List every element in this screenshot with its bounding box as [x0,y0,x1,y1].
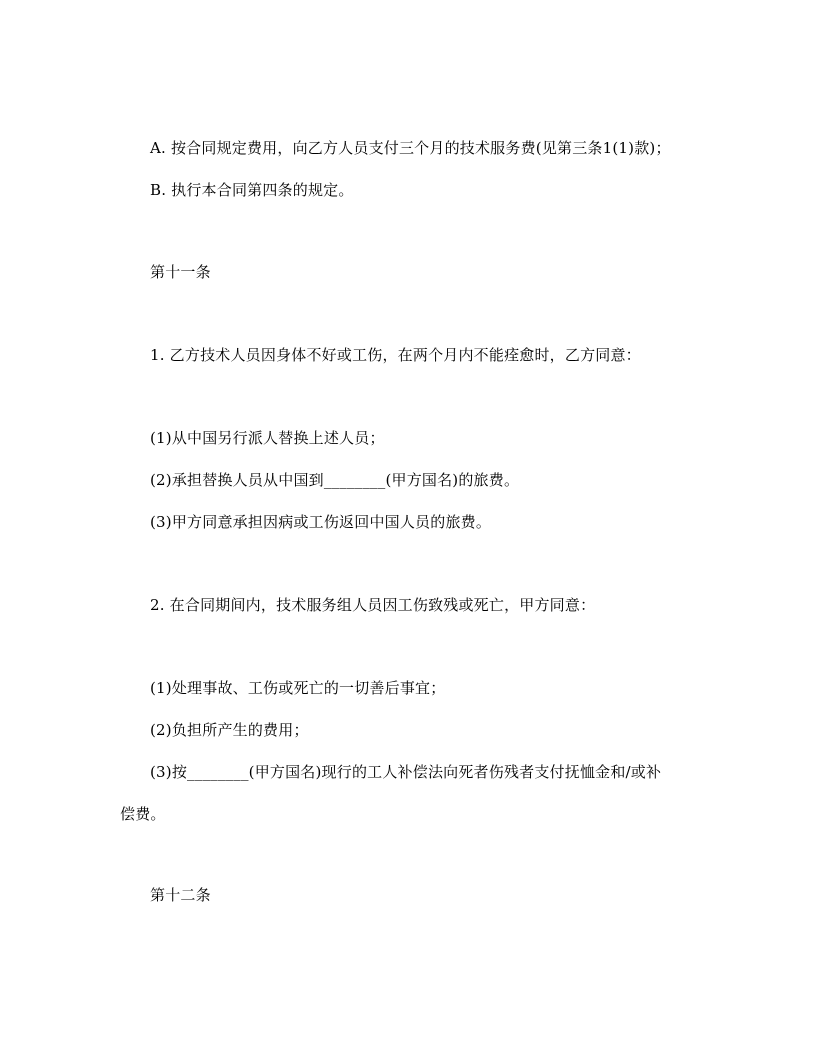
clause-b-text: B. 执行本合同第四条的规定。 [150,181,354,199]
article-11-item-2: 2. 在合同期间内，技术服务组人员因工伤致残或死亡，甲方同意： [150,596,596,614]
article-11-item-2-sub-2: (2)负担所产生的费用； [150,721,309,739]
article-11-item-1-sub-2: (2)承担替换人员从中国到________(甲方国名)的旅费。 [150,471,520,489]
article-11-heading: 第十一条 [150,263,211,281]
article-11-item-2-sub-1: (1)处理事故、工伤或死亡的一切善后事宜； [150,679,446,697]
article-12-heading: 第十二条 [150,886,211,904]
clause-a-text: A. 按合同规定费用，向乙方人员支付三个月的技术服务费(见第三条1(1)款)； [150,139,671,157]
article-11-item-2-sub-3: (3)按________(甲方国名)现行的工人补偿法向死者伤残者支付抚恤金和/或补 [150,763,662,781]
article-11-item-1-sub-3: (3)甲方同意承担因病或工伤返回中国人员的旅费。 [150,513,492,531]
article-11-item-2-sub-3-continued: 偿费。 [120,805,166,823]
article-11-item-1-sub-1: (1)从中国另行派人替换上述人员； [150,429,385,447]
article-11-item-1: 1. 乙方技术人员因身体不好或工伤，在两个月内不能痊愈时，乙方同意： [150,346,641,364]
